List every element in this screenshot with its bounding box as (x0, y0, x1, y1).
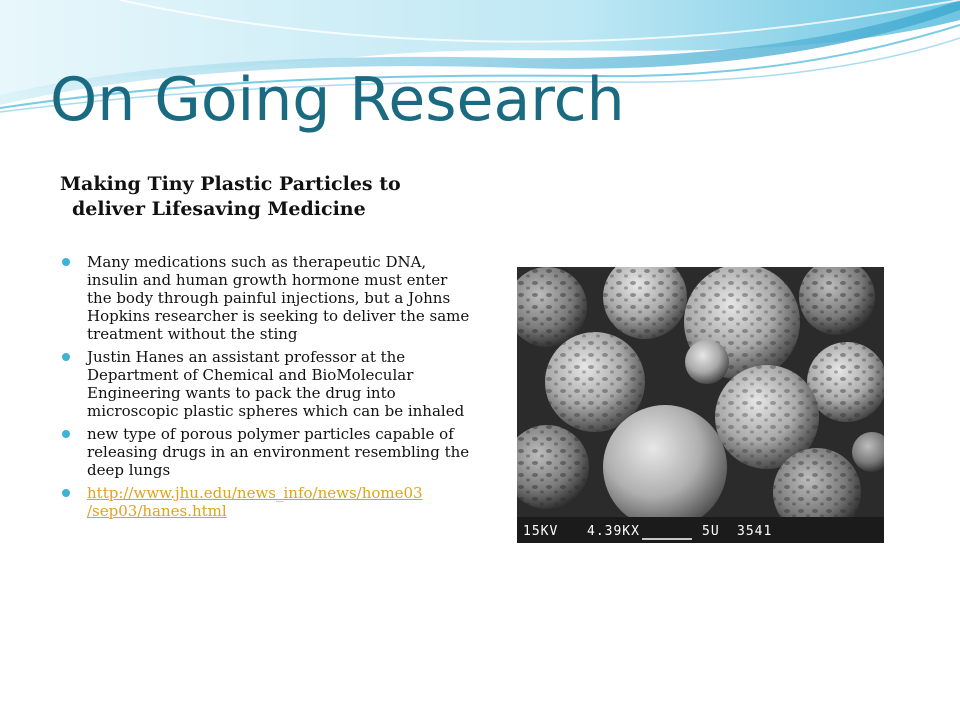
bullet-item (60, 348, 472, 420)
slide-title: On Going Research (50, 65, 625, 135)
subtitle-line-1: Making Tiny Plastic Particles to (60, 173, 401, 195)
round-dot-icon (62, 430, 70, 438)
micrograph-drawing (517, 267, 884, 543)
micrograph-kv-label: 15KV (523, 524, 559, 539)
round-dot-icon (62, 258, 70, 266)
sem-micrograph-image (517, 267, 884, 543)
source-link-line-1: http://www.jhu.edu/news_info/news/home03 (87, 484, 423, 502)
source-link-line-2: /sep03/hanes.html (87, 502, 227, 520)
subtitle-line-2: deliver Lifesaving Medicine (72, 198, 366, 220)
slide-subtitle (60, 172, 460, 222)
source-link[interactable] (87, 484, 423, 520)
micrograph-info-bar (517, 517, 884, 543)
bullet-text: Many medications such as therapeutic DNA, insulin and human growth hormone must enter the body through painful injections, but a Johns Hopkins researcher is seeking to deliver the same treatment without the sting (87, 253, 470, 343)
bullet-item-link (60, 484, 472, 520)
micrograph-mag-label: 4.39KX (587, 524, 640, 539)
bullet-text: new type of porous polymer particles capable of releasing drugs in an environment resembling the deep lungs (87, 425, 470, 479)
round-dot-icon (62, 489, 70, 497)
micrograph-scale-label: 5U (702, 524, 720, 539)
micrograph-id-label: 3541 (737, 524, 773, 539)
bullet-text: Justin Hanes an assistant professor at the Department of Chemical and BioMolecular Engineering wants to pack the drug into microscopic plastic spheres which can be inhaled (87, 348, 465, 420)
bullet-list (60, 253, 472, 525)
bullet-item (60, 253, 472, 343)
bullet-item (60, 425, 472, 479)
round-dot-icon (62, 353, 70, 361)
